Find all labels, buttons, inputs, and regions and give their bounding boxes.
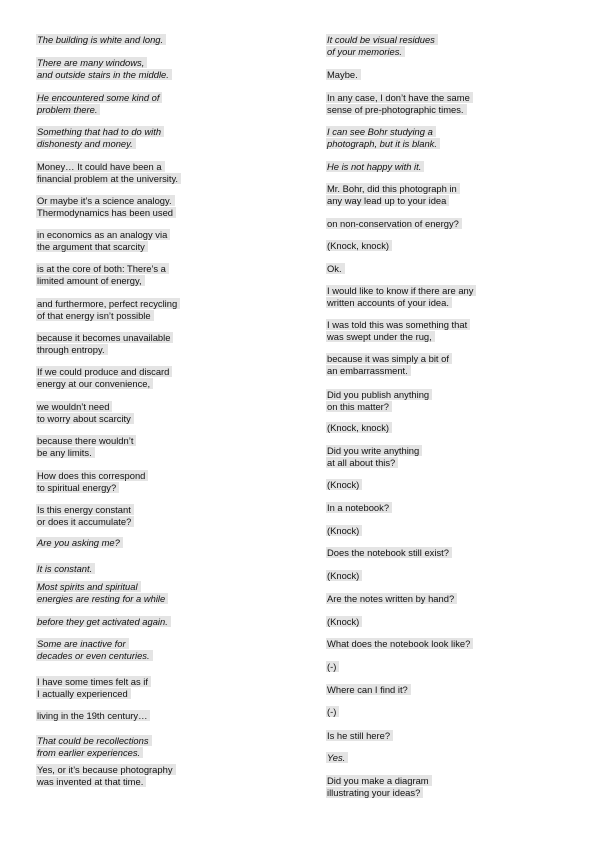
- text-line: [36, 378, 153, 390]
- text-line: [326, 661, 339, 673]
- highlighted-text: Something that had to do with: [36, 126, 164, 137]
- text-line: [326, 285, 476, 297]
- text-line: [36, 593, 168, 605]
- text-line: [326, 161, 424, 173]
- highlighted-text: written accounts of your idea.: [326, 297, 452, 308]
- text-line: [326, 69, 361, 81]
- highlighted-text: any way lead up to your idea: [326, 195, 449, 206]
- text-line: [326, 422, 392, 434]
- highlighted-text: (Knock): [326, 570, 362, 581]
- highlighted-text: photograph, but it is blank.: [326, 138, 440, 149]
- text-line: [36, 207, 176, 219]
- highlighted-text: at all about this?: [326, 457, 398, 468]
- highlighted-text: is at the core of both: There’s a: [36, 263, 169, 274]
- highlighted-text: Thermodynamics has been used: [36, 207, 176, 218]
- highlighted-text: I have some times felt as if: [36, 676, 151, 687]
- text-line: [36, 650, 153, 662]
- highlighted-text: of your memories.: [326, 46, 405, 57]
- highlighted-text: was invented at that time.: [36, 776, 146, 787]
- highlighted-text: because it was simply a bit of: [326, 353, 452, 364]
- highlighted-text: (Knock, knock): [326, 240, 392, 251]
- highlighted-text: because it becomes unavailable: [36, 332, 173, 343]
- text-line: [326, 706, 339, 718]
- text-line: [36, 401, 112, 413]
- highlighted-text: Or maybe it’s a science analogy.: [36, 195, 175, 206]
- text-line: [36, 581, 141, 593]
- text-line: [326, 353, 452, 365]
- text-line: [36, 69, 172, 81]
- highlighted-text: Ok.: [326, 263, 345, 274]
- highlighted-text: (Knock): [326, 479, 362, 490]
- highlighted-text: living in the 19th century…: [36, 710, 150, 721]
- highlighted-text: decades or even centuries.: [36, 650, 153, 661]
- text-line: [36, 504, 134, 516]
- text-line: [326, 46, 405, 58]
- highlighted-text: the argument that scarcity: [36, 241, 148, 252]
- highlighted-text: and furthermore, perfect recycling: [36, 298, 180, 309]
- text-line: [326, 389, 432, 401]
- text-line: [36, 764, 176, 776]
- highlighted-text: was swept under the rug,: [326, 331, 435, 342]
- highlighted-text: Are you asking me?: [36, 537, 123, 548]
- highlighted-text: Money… It could have been a: [36, 161, 165, 172]
- text-line: [36, 126, 164, 138]
- text-line: [326, 787, 423, 799]
- text-line: [36, 298, 180, 310]
- highlighted-text: to spiritual energy?: [36, 482, 119, 493]
- text-line: [36, 34, 166, 46]
- highlighted-text: of that energy isn’t possible: [36, 310, 154, 321]
- highlighted-text: Where can I find it?: [326, 684, 411, 695]
- highlighted-text: There are many windows,: [36, 57, 147, 68]
- highlighted-text: Some are inactive for: [36, 638, 129, 649]
- text-line: [326, 616, 362, 628]
- highlighted-text: Did you publish anything: [326, 389, 432, 400]
- text-line: [36, 275, 145, 287]
- text-line: [36, 776, 146, 788]
- text-line: [326, 365, 411, 377]
- text-line: [326, 126, 436, 138]
- text-line: [326, 445, 422, 457]
- highlighted-text: dishonesty and money.: [36, 138, 136, 149]
- highlighted-text: In a notebook?: [326, 502, 392, 513]
- text-line: [36, 413, 134, 425]
- text-line: [36, 173, 181, 185]
- highlighted-text: because there wouldn’t: [36, 435, 136, 446]
- highlighted-text: energies are resting for a while: [36, 593, 168, 604]
- highlighted-text: Does the notebook still exist?: [326, 547, 452, 558]
- highlighted-text: How does this correspond: [36, 470, 148, 481]
- text-line: [326, 570, 362, 582]
- highlighted-text: Maybe.: [326, 69, 361, 80]
- text-line: [36, 470, 148, 482]
- text-line: [36, 537, 123, 549]
- highlighted-text: limited amount of energy,: [36, 275, 145, 286]
- highlighted-text: What does the notebook look like?: [326, 638, 473, 649]
- text-line: [36, 310, 154, 322]
- text-line: [326, 684, 411, 696]
- highlighted-text: we wouldn’t need: [36, 401, 112, 412]
- highlighted-text: Mr. Bohr, did this photograph in: [326, 183, 460, 194]
- highlighted-text: (-): [326, 706, 339, 717]
- highlighted-text: I actually experienced: [36, 688, 131, 699]
- highlighted-text: I can see Bohr studying a: [326, 126, 436, 137]
- highlighted-text: and outside stairs in the middle.: [36, 69, 172, 80]
- highlighted-text: It is constant.: [36, 563, 95, 574]
- text-line: [36, 241, 148, 253]
- text-line: [326, 34, 438, 46]
- highlighted-text: Yes.: [326, 752, 348, 763]
- text-line: [36, 161, 165, 173]
- highlighted-text: an embarrassment.: [326, 365, 411, 376]
- highlighted-text: illustrating your ideas?: [326, 787, 423, 798]
- text-line: [326, 297, 452, 309]
- highlighted-text: In any case, I don’t have the same: [326, 92, 473, 103]
- highlighted-text: before they get activated again.: [36, 616, 171, 627]
- highlighted-text: Is he still here?: [326, 730, 393, 741]
- highlighted-text: (Knock): [326, 525, 362, 536]
- text-line: [326, 240, 392, 252]
- text-line: [326, 752, 348, 764]
- highlighted-text: through entropy.: [36, 344, 108, 355]
- text-line: [326, 547, 452, 559]
- text-line: [36, 435, 136, 447]
- text-line: [36, 344, 108, 356]
- highlighted-text: Yes, or it’s because photography: [36, 764, 176, 775]
- text-line: [36, 195, 175, 207]
- highlighted-text: If we could produce and discard: [36, 366, 172, 377]
- text-line: [326, 775, 432, 787]
- highlighted-text: financial problem at the university.: [36, 173, 181, 184]
- text-line: [36, 104, 100, 116]
- text-line: [36, 688, 131, 700]
- highlighted-text: It could be visual residues: [326, 34, 438, 45]
- text-line: [36, 229, 170, 241]
- text-line: [326, 92, 473, 104]
- text-line: [36, 92, 162, 104]
- text-line: [36, 563, 95, 575]
- text-line: [326, 502, 392, 514]
- text-line: [326, 730, 393, 742]
- highlighted-text: Did you make a diagram: [326, 775, 432, 786]
- highlighted-text: on non-conservation of energy?: [326, 218, 462, 229]
- text-line: [36, 638, 129, 650]
- highlighted-text: from earlier experiences.: [36, 747, 143, 758]
- text-line: [36, 482, 119, 494]
- highlighted-text: energy at our convenience,: [36, 378, 153, 389]
- text-line: [326, 319, 470, 331]
- highlighted-text: Most spirits and spiritual: [36, 581, 141, 592]
- highlighted-text: or does it accumulate?: [36, 516, 134, 527]
- text-line: [326, 479, 362, 491]
- text-line: [326, 525, 362, 537]
- text-line: [36, 57, 147, 69]
- text-line: [326, 104, 467, 116]
- text-line: [36, 516, 134, 528]
- highlighted-text: (-): [326, 661, 339, 672]
- text-line: [326, 218, 462, 230]
- text-line: [36, 710, 150, 722]
- highlighted-text: He is not happy with it.: [326, 161, 424, 172]
- text-line: [326, 331, 435, 343]
- highlighted-text: on this matter?: [326, 401, 392, 412]
- text-line: [36, 747, 143, 759]
- text-line: [326, 195, 449, 207]
- text-line: [326, 457, 398, 469]
- text-line: [36, 447, 95, 459]
- text-line: [326, 183, 460, 195]
- highlighted-text: to worry about scarcity: [36, 413, 134, 424]
- text-line: [36, 616, 171, 628]
- text-line: [326, 138, 440, 150]
- highlighted-text: He encountered some kind of: [36, 92, 162, 103]
- highlighted-text: Are the notes written by hand?: [326, 593, 457, 604]
- text-line: [326, 263, 345, 275]
- text-line: [36, 735, 152, 747]
- highlighted-text: (Knock, knock): [326, 422, 392, 433]
- text-line: [326, 401, 392, 413]
- text-line: [326, 638, 473, 650]
- highlighted-text: I was told this was something that: [326, 319, 470, 330]
- text-line: [36, 676, 151, 688]
- highlighted-text: be any limits.: [36, 447, 95, 458]
- highlighted-text: (Knock): [326, 616, 362, 627]
- text-line: [326, 593, 457, 605]
- text-line: [36, 138, 136, 150]
- text-line: [36, 366, 172, 378]
- text-line: [36, 263, 169, 275]
- highlighted-text: That could be recollections: [36, 735, 152, 746]
- text-line: [36, 332, 173, 344]
- highlighted-text: in economics as an analogy via: [36, 229, 170, 240]
- highlighted-text: Is this energy constant: [36, 504, 134, 515]
- highlighted-text: Did you write anything: [326, 445, 422, 456]
- highlighted-text: sense of pre-photographic times.: [326, 104, 467, 115]
- highlighted-text: The building is white and long.: [36, 34, 166, 45]
- highlighted-text: problem there.: [36, 104, 100, 115]
- highlighted-text: I would like to know if there are any: [326, 285, 476, 296]
